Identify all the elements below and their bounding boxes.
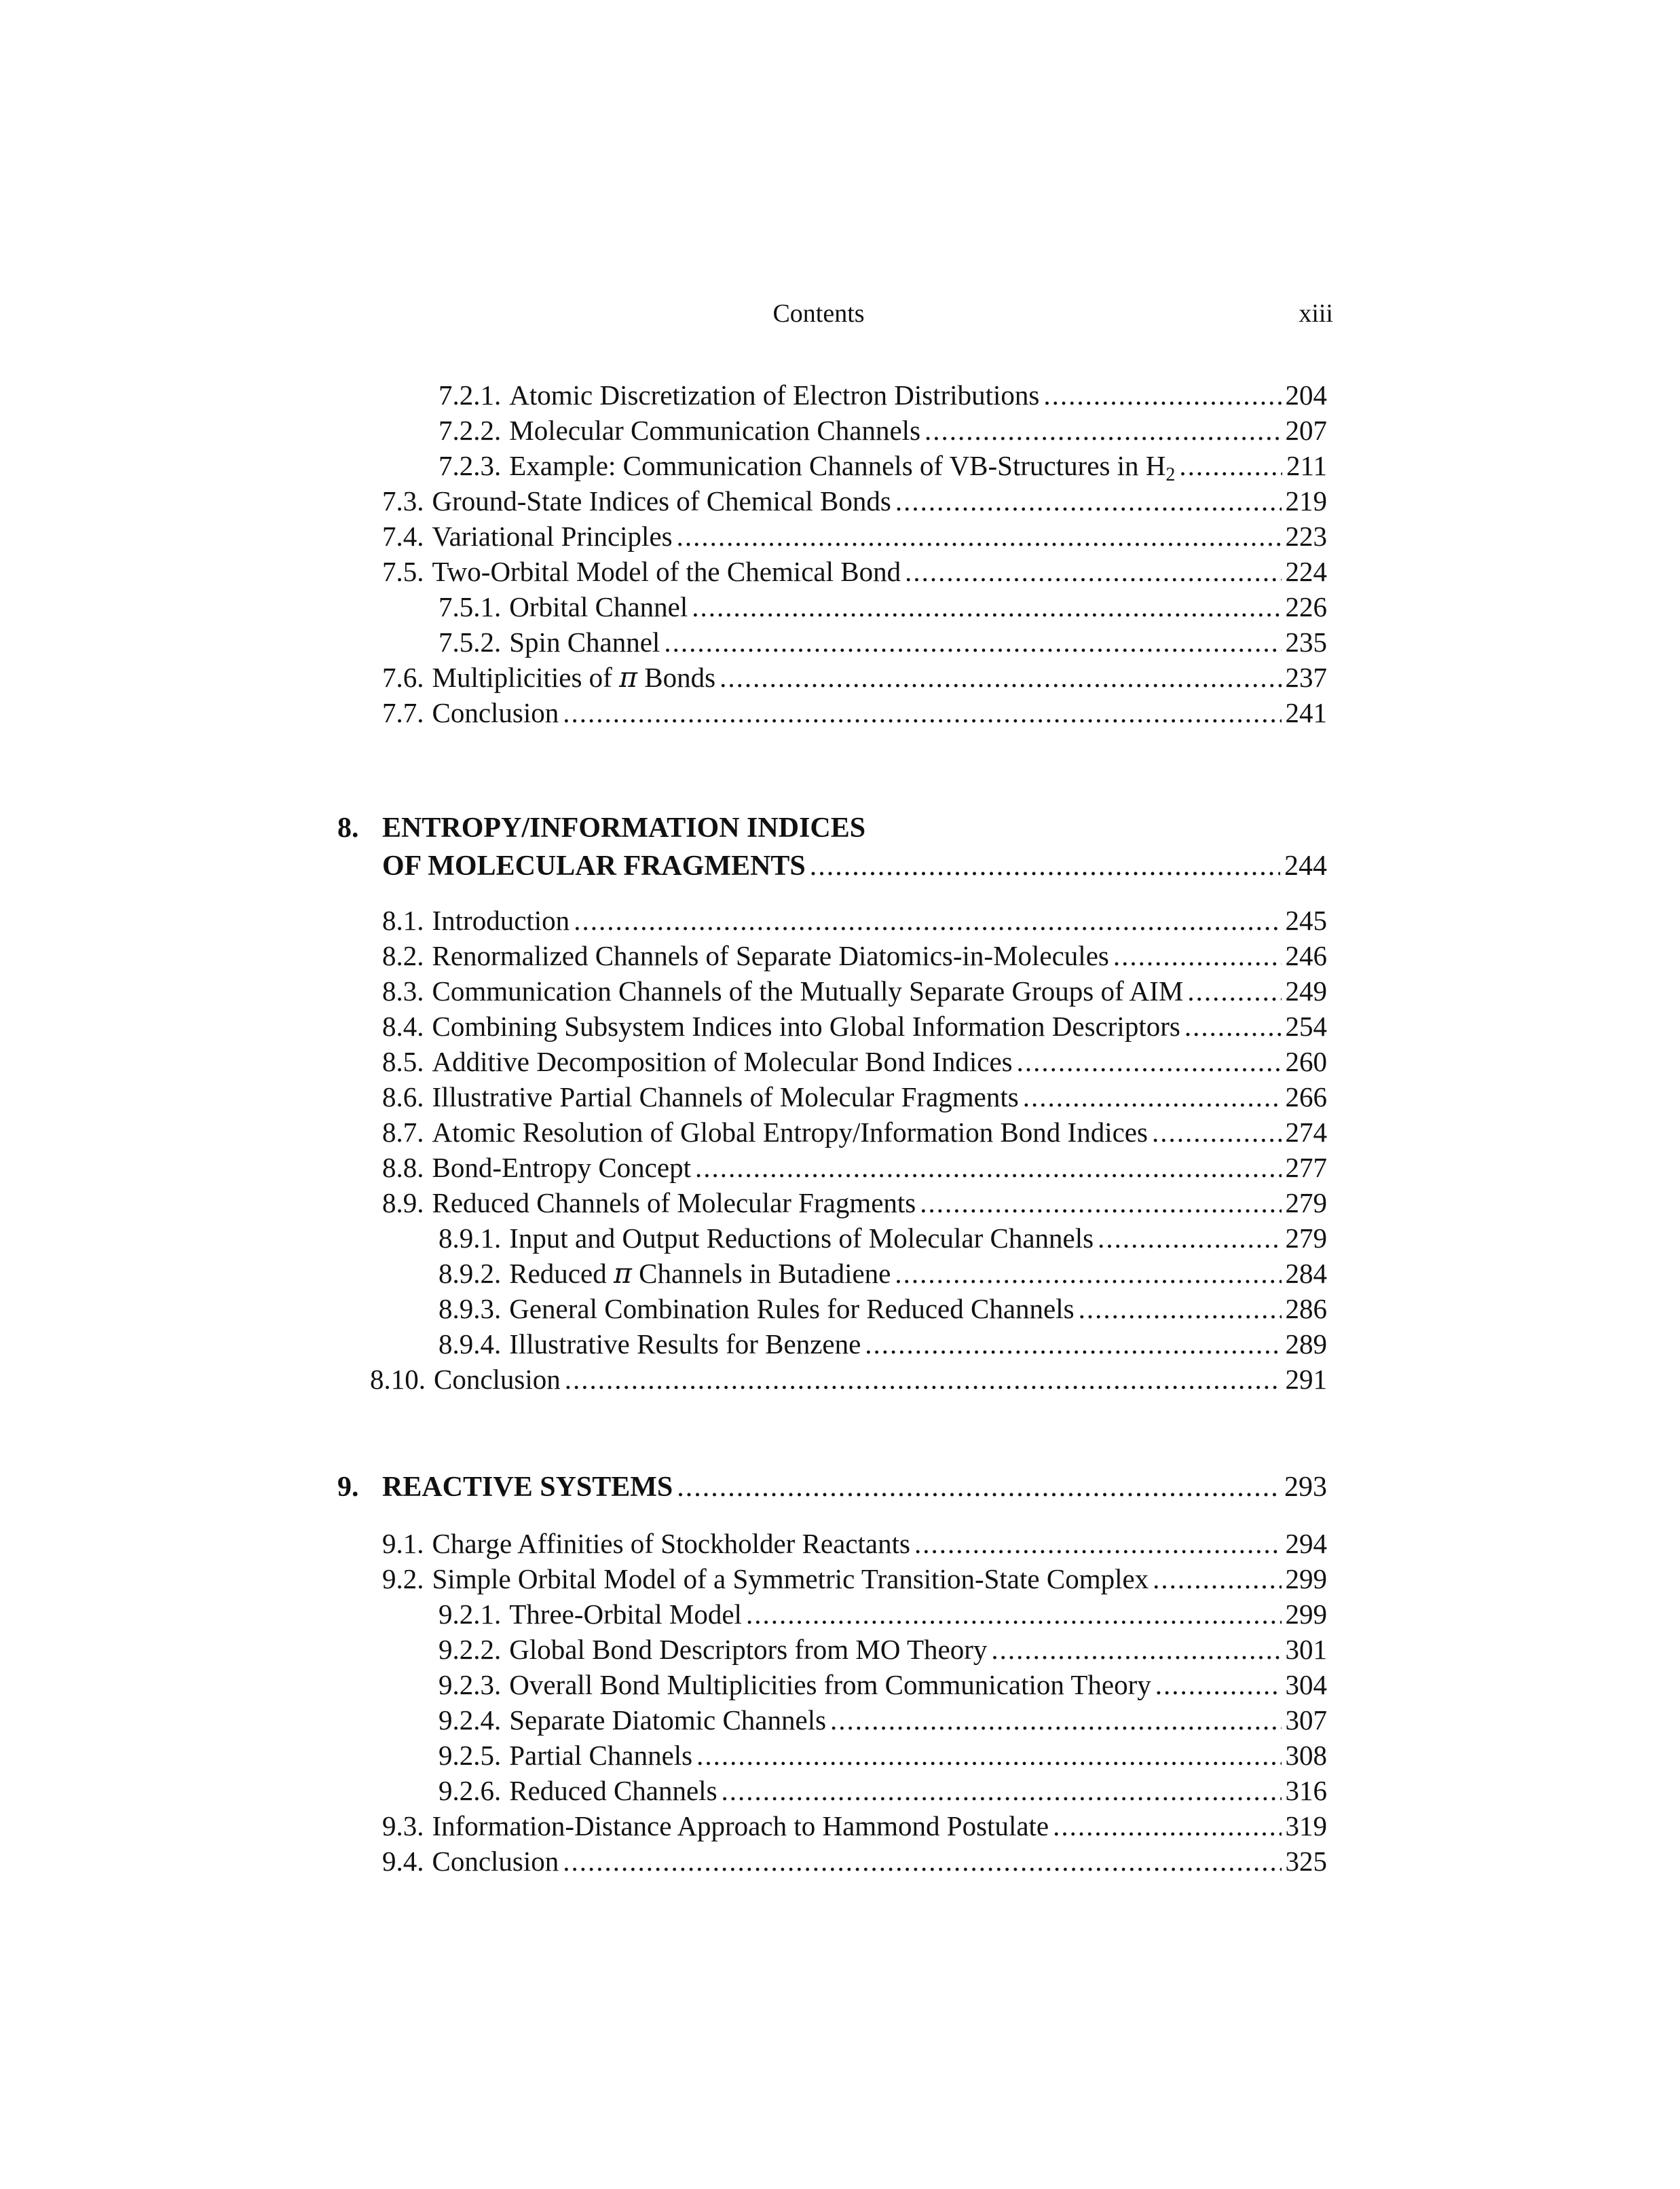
running-title: Contents xyxy=(772,299,865,328)
entry-number: 8.1. xyxy=(382,905,424,936)
entry-page: 260 xyxy=(1285,1046,1327,1077)
entry-number: 8.3. xyxy=(382,975,424,1007)
toc-entry[interactable] xyxy=(438,1738,1327,1773)
page-number: xiii xyxy=(1299,299,1333,328)
toc-entry[interactable] xyxy=(438,1256,1327,1291)
entry-number: 8.8. xyxy=(382,1152,424,1183)
chapter-title-row xyxy=(382,1468,1327,1506)
entry-page: 245 xyxy=(1285,905,1327,936)
entry-page: 246 xyxy=(1285,940,1327,971)
entry-page: 301 xyxy=(1285,1634,1327,1665)
toc-entry[interactable] xyxy=(382,483,1327,519)
entry-number: 9.3. xyxy=(382,1810,424,1841)
entry-number: 9.2.1. xyxy=(438,1598,502,1630)
entry-page: 266 xyxy=(1285,1081,1327,1112)
entry-number: 7.6. xyxy=(382,662,424,693)
dot-leader xyxy=(1179,448,1282,483)
entry-title: Renormalized Channels of Separate Diatomics-in-Molecules xyxy=(432,940,1109,971)
entry-title: Reduced Channels xyxy=(509,1775,717,1806)
entry-title: Reduced Channels of Molecular Fragments xyxy=(432,1187,916,1218)
chapter-page: 293 xyxy=(1284,1472,1327,1503)
entry-title: Communication Channels of the Mutually Separate Groups of AIM xyxy=(432,975,1184,1007)
toc-entry[interactable] xyxy=(438,448,1327,483)
toc-entry[interactable] xyxy=(438,1596,1327,1632)
entry-title-text: Bonds xyxy=(644,662,716,693)
dot-leader xyxy=(677,1468,1280,1506)
entry-page: 223 xyxy=(1285,521,1327,552)
dot-leader xyxy=(1113,938,1282,973)
entry-page: 226 xyxy=(1285,591,1327,622)
entry-title: Information-Distance Approach to Hammond Postulate xyxy=(432,1810,1049,1841)
entry-number: 9.2.6. xyxy=(438,1775,502,1806)
chapter-number: 9. xyxy=(337,1472,359,1503)
dot-leader xyxy=(677,519,1282,554)
entry-page: 325 xyxy=(1285,1846,1327,1877)
toc-entry[interactable] xyxy=(438,1773,1327,1808)
entry-title xyxy=(432,660,716,695)
entry-page: 277 xyxy=(1285,1152,1327,1183)
toc-entry[interactable] xyxy=(438,1667,1327,1702)
entry-title: General Combination Rules for Reduced Channels xyxy=(509,1293,1075,1324)
entry-title: Bond-Entropy Concept xyxy=(432,1152,691,1183)
entry-number: 7.5. xyxy=(382,556,424,587)
entry-title: Ground-State Indices of Chemical Bonds xyxy=(432,485,891,517)
entry-page: 204 xyxy=(1285,379,1327,411)
dot-leader xyxy=(563,1844,1281,1879)
entry-page: 304 xyxy=(1285,1669,1327,1700)
entry-title: Illustrative Results for Benzene xyxy=(509,1328,861,1360)
entry-number: 7.2.2. xyxy=(438,415,502,446)
toc-entry[interactable] xyxy=(382,938,1327,973)
entry-number: 9.2.5. xyxy=(438,1740,502,1771)
dot-leader xyxy=(1153,1561,1281,1596)
dot-leader xyxy=(1023,1079,1282,1115)
entry-number: 9.2. xyxy=(382,1563,424,1594)
entry-page: 299 xyxy=(1285,1563,1327,1594)
entry-title: Atomic Resolution of Global Entropy/Information Bond Indices xyxy=(432,1117,1148,1148)
entry-number: 8.2. xyxy=(382,940,424,971)
dot-leader xyxy=(1155,1667,1282,1702)
entry-title: Two-Orbital Model of the Chemical Bond xyxy=(432,556,901,587)
entry-page: 286 xyxy=(1285,1293,1327,1324)
entry-title xyxy=(509,448,1175,483)
toc-entry[interactable] xyxy=(382,695,1327,730)
entry-page: 274 xyxy=(1285,1117,1327,1148)
entry-page: 316 xyxy=(1285,1775,1327,1806)
toc-entry[interactable] xyxy=(370,1362,1327,1397)
dot-leader xyxy=(1187,973,1281,1009)
entry-page: 237 xyxy=(1285,662,1327,693)
toc-entry[interactable] xyxy=(382,1079,1327,1115)
dot-leader xyxy=(1053,1808,1281,1844)
entry-title-text: Reduced xyxy=(509,1258,607,1289)
pi-symbol: π xyxy=(619,661,638,694)
entry-title: Three-Orbital Model xyxy=(509,1598,742,1630)
chapter-9-heading[interactable] xyxy=(0,1468,1680,1509)
entry-title: Simple Orbital Model of a Symmetric Transition-State Complex xyxy=(432,1563,1149,1594)
toc-entry[interactable] xyxy=(438,1702,1327,1738)
toc-entry[interactable] xyxy=(382,1526,1327,1561)
entry-title: Separate Diatomic Channels xyxy=(509,1704,827,1736)
chapter-8-heading[interactable] xyxy=(0,809,1680,891)
pi-symbol: π xyxy=(613,1257,632,1290)
entry-title: Partial Channels xyxy=(509,1740,693,1771)
toc-entry[interactable] xyxy=(382,1808,1327,1844)
entry-number: 8.7. xyxy=(382,1117,424,1148)
entry-title: Charge Affinities of Stockholder Reactants xyxy=(432,1528,910,1559)
entry-title: Molecular Communication Channels xyxy=(509,415,921,446)
entry-number: 8.9. xyxy=(382,1187,424,1218)
entry-number: 9.2.2. xyxy=(438,1634,502,1665)
dot-leader xyxy=(1184,1009,1282,1044)
dot-leader xyxy=(664,624,1281,660)
entry-page: 235 xyxy=(1285,626,1327,658)
entry-title-text: Channels in Butadiene xyxy=(639,1258,891,1289)
dot-leader xyxy=(925,413,1281,448)
dot-leader xyxy=(1017,1044,1282,1079)
toc-entry[interactable] xyxy=(382,1115,1327,1150)
toc-entry[interactable] xyxy=(382,973,1327,1009)
entry-page: 254 xyxy=(1285,1011,1327,1042)
entry-number: 8.9.4. xyxy=(438,1328,502,1360)
entry-page: 299 xyxy=(1285,1598,1327,1630)
entry-title: Combining Subsystem Indices into Global Information Descriptors xyxy=(432,1011,1180,1042)
toc-entry[interactable] xyxy=(382,1009,1327,1044)
toc-entry[interactable] xyxy=(438,589,1327,624)
dot-leader xyxy=(920,1185,1281,1220)
entry-number: 7.2.1. xyxy=(438,379,502,411)
entry-title: Conclusion xyxy=(432,1846,559,1877)
chapter-title-line2-row xyxy=(382,847,1327,885)
entry-number: 8.10. xyxy=(370,1364,426,1395)
entry-title: Introduction xyxy=(432,905,570,936)
running-head xyxy=(339,296,1333,331)
entry-title: Illustrative Partial Channels of Molecular Fragments xyxy=(432,1081,1019,1112)
entry-page: 211 xyxy=(1286,450,1327,481)
toc-entry[interactable] xyxy=(438,624,1327,660)
entry-page: 294 xyxy=(1285,1528,1327,1559)
entry-title: Atomic Discretization of Electron Distributions xyxy=(509,379,1040,411)
entry-title: Global Bond Descriptors from MO Theory xyxy=(509,1634,988,1665)
dot-leader xyxy=(1152,1115,1282,1150)
dot-leader xyxy=(1043,377,1281,413)
entry-title: Additive Decomposition of Molecular Bond Indices xyxy=(432,1046,1013,1077)
entry-page: 219 xyxy=(1285,485,1327,517)
entry-page: 308 xyxy=(1285,1740,1327,1771)
dot-leader xyxy=(830,1702,1281,1738)
entry-title-text: Multiplicities of xyxy=(432,662,612,693)
entry-title: Spin Channel xyxy=(509,626,660,658)
chapter-title-line1: ENTROPY/INFORMATION INDICES xyxy=(382,812,866,844)
entry-title xyxy=(509,1256,891,1291)
toc-entry[interactable] xyxy=(382,519,1327,554)
entry-number: 7.5.2. xyxy=(438,626,502,658)
entry-number: 9.2.4. xyxy=(438,1704,502,1736)
entry-number: 9.2.3. xyxy=(438,1669,502,1700)
chapter-title: REACTIVE SYSTEMS xyxy=(382,1472,673,1503)
toc-entry[interactable] xyxy=(438,1632,1327,1667)
chapter-page: 244 xyxy=(1284,850,1327,882)
entry-title-text: Example: Communication Channels of VB-Structures in H xyxy=(509,450,1166,481)
entry-number: 8.6. xyxy=(382,1081,424,1112)
entry-page: 279 xyxy=(1285,1222,1327,1254)
chapter-title-line2: OF MOLECULAR FRAGMENTS xyxy=(382,850,806,882)
entry-page: 289 xyxy=(1285,1328,1327,1360)
entry-page: 307 xyxy=(1285,1704,1327,1736)
dot-leader xyxy=(692,589,1281,624)
toc-entry[interactable] xyxy=(382,1150,1327,1185)
entry-title: Input and Output Reductions of Molecular Channels xyxy=(509,1222,1094,1254)
entry-number: 7.5.1. xyxy=(438,591,502,622)
dot-leader xyxy=(1079,1291,1282,1326)
entry-page: 284 xyxy=(1285,1258,1327,1289)
entry-number: 8.9.3. xyxy=(438,1293,502,1324)
entry-number: 8.9.2. xyxy=(438,1258,502,1289)
dot-leader xyxy=(895,483,1282,519)
dot-leader xyxy=(574,903,1281,938)
dot-leader xyxy=(696,1738,1281,1773)
entry-title: Variational Principles xyxy=(432,521,673,552)
dot-leader xyxy=(720,660,1281,695)
dot-leader xyxy=(865,1326,1281,1362)
toc-entry[interactable] xyxy=(438,1291,1327,1326)
entry-number: 9.4. xyxy=(382,1846,424,1877)
entry-number: 7.2.3. xyxy=(438,450,502,481)
toc-entry[interactable] xyxy=(382,1561,1327,1596)
toc-entry[interactable] xyxy=(382,903,1327,938)
entry-title: Conclusion xyxy=(432,697,559,728)
entry-number: 8.9.1. xyxy=(438,1222,502,1254)
entry-title: Overall Bond Multiplicities from Communication Theory xyxy=(509,1669,1151,1700)
dot-leader xyxy=(1098,1220,1281,1256)
dot-leader xyxy=(563,695,1281,730)
dot-leader xyxy=(565,1362,1282,1397)
entry-number: 7.7. xyxy=(382,697,424,728)
entry-page: 249 xyxy=(1285,975,1327,1007)
entry-page: 224 xyxy=(1285,556,1327,587)
entry-page: 291 xyxy=(1285,1364,1327,1395)
entry-page: 241 xyxy=(1285,697,1327,728)
entry-title: Orbital Channel xyxy=(509,591,688,622)
dot-leader xyxy=(722,1773,1282,1808)
entry-number: 7.3. xyxy=(382,485,424,517)
chapter-number: 8. xyxy=(337,812,359,844)
entry-number: 7.4. xyxy=(382,521,424,552)
dot-leader xyxy=(746,1596,1282,1632)
toc-entry[interactable] xyxy=(438,1220,1327,1256)
toc-entry[interactable] xyxy=(438,413,1327,448)
toc-entry[interactable] xyxy=(438,377,1327,413)
toc-entry[interactable] xyxy=(382,1044,1327,1079)
dot-leader xyxy=(905,554,1281,589)
toc-entry[interactable] xyxy=(382,554,1327,589)
entry-number: 8.5. xyxy=(382,1046,424,1077)
subscript: 2 xyxy=(1165,464,1176,483)
entry-page: 319 xyxy=(1285,1810,1327,1841)
entry-title: Conclusion xyxy=(434,1364,561,1395)
toc-entry[interactable] xyxy=(438,1326,1327,1362)
toc-entry[interactable] xyxy=(382,1185,1327,1220)
dot-leader xyxy=(810,847,1280,885)
toc-entry[interactable] xyxy=(382,1844,1327,1879)
dot-leader xyxy=(695,1150,1282,1185)
entry-page: 207 xyxy=(1285,415,1327,446)
entry-number: 8.4. xyxy=(382,1011,424,1042)
entry-number: 9.1. xyxy=(382,1528,424,1559)
dot-leader xyxy=(991,1632,1281,1667)
dot-leader xyxy=(895,1256,1281,1291)
entry-page: 279 xyxy=(1285,1187,1327,1218)
dot-leader xyxy=(914,1526,1282,1561)
toc-entry[interactable] xyxy=(382,660,1327,695)
